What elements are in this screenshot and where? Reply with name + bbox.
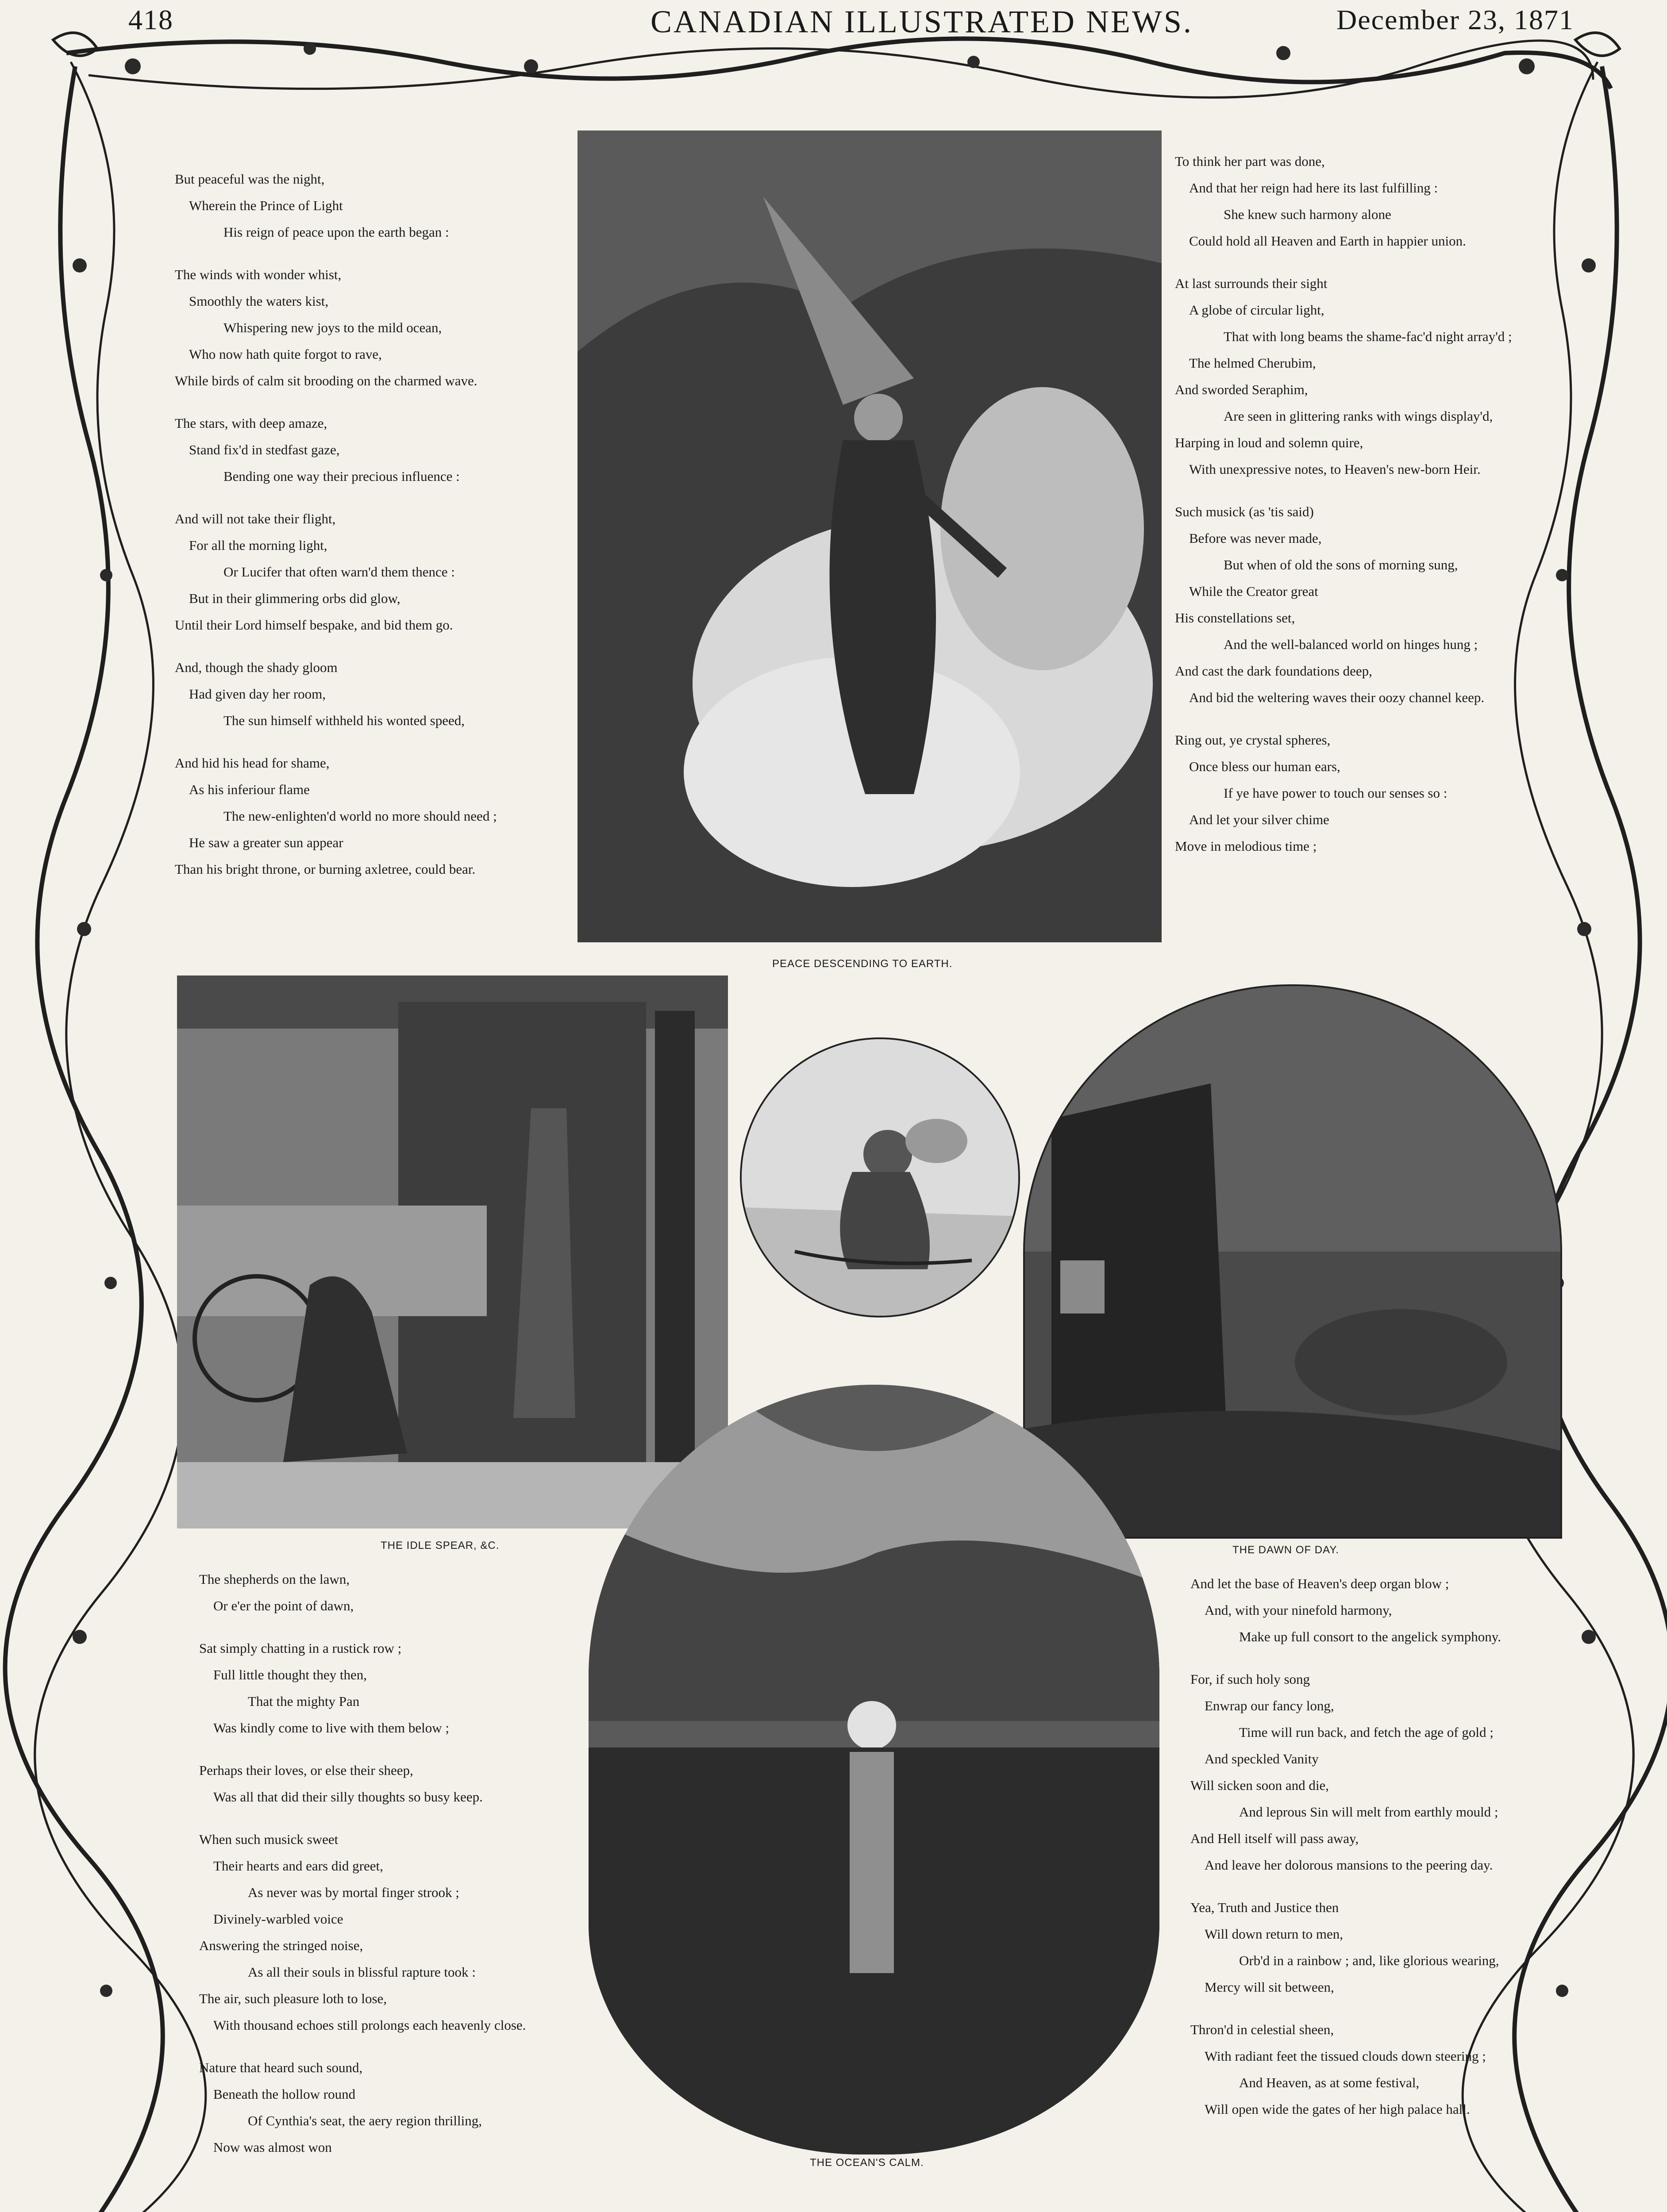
poem-line: Will down return to men,	[1205, 1926, 1343, 1942]
poem-line: The stars, with deep amaze,	[175, 415, 327, 431]
poem-line: But peaceful was the night,	[175, 171, 325, 187]
poem-line: With unexpressive notes, to Heaven's new-born Heir.	[1189, 461, 1481, 477]
poem-line: That with long beams the shame-fac'd night array'd ;	[1224, 329, 1512, 344]
poem-line: If ye have power to touch our senses so :	[1224, 785, 1448, 801]
poem-line: And sworded Seraphim,	[1175, 382, 1308, 397]
poem-line: At last surrounds their sight	[1175, 276, 1328, 291]
poem-line: His reign of peace upon the earth began :	[223, 224, 449, 240]
poem-line: Their hearts and ears did greet,	[213, 1858, 383, 1874]
poem-line: The shepherds on the lawn,	[199, 1571, 350, 1587]
poem-line: As his inferiour flame	[189, 782, 310, 797]
poem-line: His constellations set,	[1175, 610, 1295, 626]
poem-line: To think her part was done,	[1175, 154, 1325, 169]
poem-line: As all their souls in blissful rapture took :	[248, 1964, 476, 1980]
poem-line: And Heaven, as at some festival,	[1239, 2075, 1420, 2090]
page-header	[0, 4, 1667, 39]
poem-line: And will not take their flight,	[175, 511, 336, 526]
poem-line: And speckled Vanity	[1205, 1751, 1319, 1767]
stanza	[199, 1826, 526, 2039]
poem-column-top-right	[1175, 148, 1512, 876]
poem-line: Had given day her room,	[189, 686, 326, 702]
poem-line: For all the morning light,	[189, 538, 327, 553]
stanza	[1175, 270, 1512, 483]
poem-line: Time will run back, and fetch the age of gold ;	[1239, 1724, 1494, 1740]
poem-line: Ring out, ye crystal spheres,	[1175, 732, 1331, 748]
stanza	[1175, 727, 1512, 860]
poem-line: Wherein the Prince of Light	[189, 198, 343, 213]
stanza	[175, 654, 497, 734]
poem-line: A globe of circular light,	[1189, 302, 1324, 318]
poem-line: Mercy will sit between,	[1205, 1979, 1334, 1995]
poem-line: Sat simply chatting in a rustick row ;	[199, 1640, 402, 1656]
poem-line: Bending one way their precious influence :	[223, 469, 460, 484]
poem-line: He saw a greater sun appear	[189, 835, 343, 850]
poem-line: She knew such harmony alone	[1224, 207, 1391, 222]
poem-line: With thousand echoes still prolongs each heavenly close.	[213, 2017, 526, 2033]
poem-line: And hid his head for shame,	[175, 755, 330, 771]
peace-descending-engraving	[577, 131, 1162, 942]
issue-date: December 23, 1871	[1336, 4, 1574, 35]
poem-line: The sun himself withheld his wonted speed,	[223, 713, 465, 728]
poem-line: Answering the stringed noise,	[199, 1938, 363, 1953]
caption-dawn: THE DAWN OF DAY.	[1232, 1544, 1339, 1556]
poem-line: That the mighty Pan	[248, 1694, 360, 1709]
poem-line: And let the base of Heaven's deep organ blow ;	[1190, 1576, 1449, 1591]
poem-line: Or e'er the point of dawn,	[213, 1598, 354, 1613]
poem-line: And that her reign had here its last fulfilling :	[1189, 180, 1438, 196]
poem-line: And cast the dark foundations deep,	[1175, 663, 1372, 679]
stanza	[1190, 1571, 1501, 1650]
poem-line: Nature that heard such sound,	[199, 2060, 363, 2075]
poem-line: Before was never made,	[1189, 530, 1322, 546]
poem-line: And, though the shady gloom	[175, 660, 338, 675]
stanza	[199, 1635, 526, 1741]
caption-idle-spear: THE IDLE SPEAR, &C.	[381, 1540, 500, 1551]
poem-line: And, with your ninefold harmony,	[1205, 1602, 1392, 1618]
page-number: 418	[128, 4, 173, 35]
poem-line: Such musick (as 'tis said)	[1175, 504, 1314, 519]
poem-line: Make up full consort to the angelick symphony.	[1239, 1629, 1501, 1644]
poem-line: Until their Lord himself bespake, and bid them go.	[175, 617, 453, 633]
stanza	[175, 410, 497, 490]
poem-line: Will sicken soon and die,	[1190, 1778, 1329, 1793]
stanza	[1175, 499, 1512, 711]
publication-title: CANADIAN ILLUSTRATED NEWS.	[651, 4, 1193, 39]
poem-line: Than his bright throne, or burning axletree, could bear.	[175, 861, 476, 877]
warrior-medallion-engraving	[740, 1037, 1020, 1317]
stanza	[199, 1757, 526, 1810]
poem-line: As never was by mortal finger strook ;	[248, 1885, 459, 1900]
poem-line: And leave her dolorous mansions to the peering day.	[1205, 1857, 1493, 1873]
poem-line: And bid the weltering waves their oozy channel keep.	[1189, 690, 1485, 705]
poem-line: Full little thought they then,	[213, 1667, 367, 1682]
poem-column-top-left	[175, 166, 497, 899]
stanza	[175, 166, 497, 246]
poem-line: While birds of calm sit brooding on the charmed wave.	[175, 373, 477, 388]
poem-line: Whispering new joys to the mild ocean,	[223, 320, 442, 335]
stanza	[1175, 148, 1512, 254]
stanza	[175, 261, 497, 394]
caption-peace: PEACE DESCENDING TO EARTH.	[772, 958, 953, 970]
stanza	[199, 2055, 526, 2161]
idle-spear-engraving	[177, 975, 728, 1528]
poem-line: Was kindly come to live with them below ;	[213, 1720, 450, 1736]
poem-line: Beneath the hollow round	[213, 2086, 356, 2102]
poem-line: Was all that did their silly thoughts so busy keep.	[213, 1789, 483, 1805]
poem-line: Enwrap our fancy long,	[1205, 1698, 1334, 1713]
stanza	[199, 1566, 526, 1619]
poem-column-bottom-right	[1190, 1571, 1501, 2139]
poem-line: Or Lucifer that often warn'd them thence :	[223, 564, 455, 580]
caption-ocean: THE OCEAN'S CALM.	[810, 2157, 924, 2169]
poem-line: But in their glimmering orbs did glow,	[189, 591, 400, 606]
poem-line: Perhaps their loves, or else their sheep,	[199, 1763, 413, 1778]
poem-line: Stand fix'd in stedfast gaze,	[189, 442, 340, 457]
oceans-calm-engraving	[589, 1385, 1159, 2154]
poem-line: And Hell itself will pass away,	[1190, 1831, 1359, 1846]
dawn-of-day-engraving	[1023, 984, 1562, 1539]
poem-line: And the well-balanced world on hinges hung ;	[1224, 637, 1478, 652]
stanza	[175, 750, 497, 883]
poem-line: The air, such pleasure loth to lose,	[199, 1991, 387, 2006]
poem-line: Yea, Truth and Justice then	[1190, 1900, 1339, 1915]
poem-line: Will open wide the gates of her high palace hall.	[1205, 2101, 1470, 2117]
poem-line: Orb'd in a rainbow ; and, like glorious wearing,	[1239, 1953, 1499, 1968]
poem-line: Smoothly the waters kist,	[189, 293, 329, 309]
poem-line: Divinely-warbled voice	[213, 1911, 343, 1927]
poem-line: The winds with wonder whist,	[175, 267, 342, 282]
poem-line: With radiant feet the tissued clouds down steering ;	[1205, 2048, 1486, 2064]
poem-line: Who now hath quite forgot to rave,	[189, 346, 382, 362]
stanza	[1190, 1666, 1501, 1878]
poem-line: And let your silver chime	[1189, 812, 1329, 827]
poem-line: Could hold all Heaven and Earth in happier union.	[1189, 233, 1466, 249]
poem-line: Of Cynthia's seat, the aery region thrilling,	[248, 2113, 482, 2128]
poem-line: For, if such holy song	[1190, 1671, 1310, 1687]
poem-line: Once bless our human ears,	[1189, 759, 1340, 774]
poem-line: But when of old the sons of morning sung,	[1224, 557, 1458, 572]
poem-line: While the Creator great	[1189, 584, 1318, 599]
poem-line: Move in melodious time ;	[1175, 838, 1317, 854]
stanza	[1190, 1894, 1501, 2001]
poem-line: Are seen in glittering ranks with wings display'd,	[1224, 408, 1493, 424]
poem-line: Harping in loud and solemn quire,	[1175, 435, 1363, 450]
poem-column-bottom-left	[199, 1566, 526, 2177]
poem-line: When such musick sweet	[199, 1832, 339, 1847]
poem-line: And leprous Sin will melt from earthly mould ;	[1239, 1804, 1498, 1820]
poem-line: The new-enlighten'd world no more should need ;	[223, 808, 497, 824]
poem-line: The helmed Cherubim,	[1189, 355, 1316, 371]
poem-line: Now was almost won	[213, 2139, 332, 2155]
poem-line: Thron'd in celestial sheen,	[1190, 2022, 1334, 2037]
stanza	[175, 506, 497, 638]
stanza	[1190, 2016, 1501, 2123]
